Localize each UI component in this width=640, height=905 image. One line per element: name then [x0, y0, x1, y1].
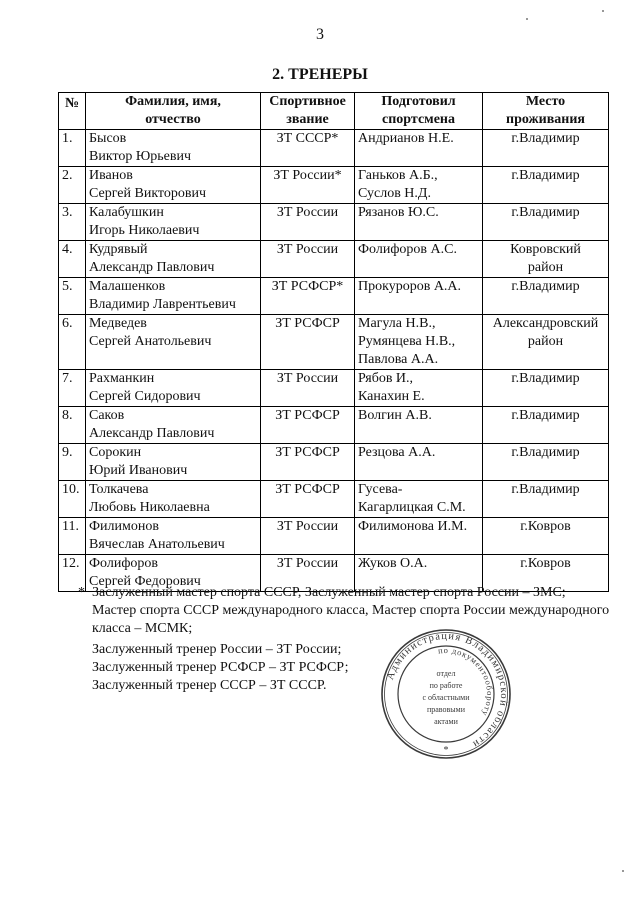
- coach-name: [86, 370, 261, 407]
- stamp-seal: [380, 628, 512, 760]
- coach-rank: ЗТ РСФСР: [261, 481, 355, 518]
- coach-residence: [483, 370, 609, 407]
- coach-rank: ЗТ России: [261, 555, 355, 592]
- coach-surname: Рахманкин: [89, 371, 155, 386]
- athlete-name: Андрианов Н.Е.: [358, 131, 454, 146]
- coach-name: [86, 278, 261, 315]
- coach-athletes: [355, 444, 483, 481]
- coach-rank: ЗТ РСФСР: [261, 315, 355, 370]
- coach-rank: ЗТ РСФСР: [261, 407, 355, 444]
- coach-surname: Калабушкин: [89, 205, 164, 220]
- coach-residence: [483, 518, 609, 555]
- athlete-name: Кагарлицкая С.М.: [358, 500, 466, 515]
- athlete-name: Резцова А.А.: [358, 445, 436, 460]
- table-row: [59, 370, 609, 407]
- coach-surname: Филимонов: [89, 519, 159, 534]
- footnote-line: класса – МСМК;: [92, 621, 193, 636]
- table-row: [59, 315, 609, 370]
- coach-rank: ЗТ РСФСР*: [261, 278, 355, 315]
- coach-surname: Саков: [89, 408, 125, 423]
- footnote-line: * Заслуженный мастер спорта СССР, Заслуженный мастер спорта России – ЗМС;: [78, 585, 566, 600]
- table-row: [59, 204, 609, 241]
- coach-name: [86, 130, 261, 167]
- residence-line: г.Владимир: [511, 371, 580, 386]
- athlete-name: Фолифоров А.С.: [358, 242, 457, 257]
- section-title: 2. ТРЕНЕРЫ: [272, 66, 368, 83]
- official-stamp: [380, 628, 512, 760]
- coach-athletes: [355, 278, 483, 315]
- coach-athletes: [355, 204, 483, 241]
- coach-surname: Фолифоров: [89, 556, 159, 571]
- coach-athletes: [355, 315, 483, 370]
- coach-given-name: Александр Павлович: [89, 260, 215, 275]
- coach-residence: [483, 130, 609, 167]
- page-number: 3: [316, 26, 324, 43]
- coach-rank: ЗТ России*: [261, 167, 355, 204]
- residence-line: Александровский: [492, 316, 599, 331]
- coach-given-name: Игорь Николаевич: [89, 223, 200, 238]
- coach-residence: [483, 241, 609, 278]
- coach-residence: [483, 315, 609, 370]
- row-number: 8.: [59, 407, 86, 444]
- row-number: 6.: [59, 315, 86, 370]
- athlete-name: Магула Н.В.,: [358, 316, 436, 331]
- coach-name: [86, 407, 261, 444]
- scan-speck: [602, 10, 604, 12]
- table-row: [59, 278, 609, 315]
- scan-speck: [526, 18, 528, 20]
- header-athletes: Подготовил спортсмена: [355, 93, 483, 130]
- coach-rank: ЗТ РСФСР: [261, 444, 355, 481]
- athlete-name: Гусева-: [358, 482, 403, 497]
- header-num: №: [59, 93, 86, 130]
- header-rank: Спортивное звание: [261, 93, 355, 130]
- coach-residence: [483, 204, 609, 241]
- row-number: 4.: [59, 241, 86, 278]
- athlete-name: Рязанов Ю.С.: [358, 205, 439, 220]
- coach-residence: [483, 407, 609, 444]
- table-header-row: [59, 93, 609, 130]
- coach-name: [86, 444, 261, 481]
- coach-name: [86, 315, 261, 370]
- coach-given-name: Виктор Юрьевич: [89, 149, 192, 164]
- coach-given-name: Любовь Николаевна: [89, 500, 210, 515]
- table-row: [59, 130, 609, 167]
- footnote: [80, 584, 620, 695]
- coach-surname: Сорокин: [89, 445, 142, 460]
- athlete-name: Павлова А.А.: [358, 352, 439, 367]
- coach-rank: ЗТ России: [261, 241, 355, 278]
- coach-athletes: [355, 407, 483, 444]
- coach-rank: ЗТ СССР*: [261, 130, 355, 167]
- footnote-line: Мастер спорта СССР международного класса, Мастер спорта России международного: [92, 603, 610, 618]
- stamp-center-line: правовыми: [426, 705, 466, 714]
- stamp-center-line: по работе: [429, 681, 463, 690]
- coach-surname: Малашенков: [89, 279, 166, 294]
- table-body: [59, 130, 609, 592]
- footnote-asterisk: *: [78, 585, 85, 600]
- coach-given-name: Александр Павлович: [89, 426, 215, 441]
- residence-line: г.Владимир: [511, 279, 580, 294]
- coach-name: [86, 481, 261, 518]
- row-number: 10.: [59, 481, 86, 518]
- coach-rank: ЗТ России: [261, 204, 355, 241]
- coach-surname: Толкачева: [89, 482, 149, 497]
- residence-line: г.Владимир: [511, 131, 580, 146]
- residence-line: г.Владимир: [511, 168, 580, 183]
- coach-athletes: [355, 241, 483, 278]
- stamp-center-line: с областными: [422, 693, 470, 702]
- coach-residence: [483, 167, 609, 204]
- footnote-line: Заслуженный тренер СССР – ЗТ СССР.: [92, 678, 327, 693]
- residence-line: район: [527, 334, 564, 349]
- coach-surname: Медведев: [89, 316, 147, 331]
- residence-line: Ковровский: [510, 242, 581, 257]
- athlete-name: Прокуроров А.А.: [358, 279, 462, 294]
- footnote-line: Заслуженный тренер России – ЗТ России;: [92, 642, 342, 657]
- coach-athletes: [355, 130, 483, 167]
- coach-given-name: Сергей Сидорович: [89, 389, 201, 404]
- coach-athletes: [355, 481, 483, 518]
- coach-rank: ЗТ России: [261, 370, 355, 407]
- coach-residence: [483, 444, 609, 481]
- athlete-name: Суслов Н.Д.: [358, 186, 431, 201]
- coach-athletes: [355, 370, 483, 407]
- coach-given-name: Вячеслав Анатольевич: [89, 537, 225, 552]
- row-number: 2.: [59, 167, 86, 204]
- coach-surname: Кудрявый: [89, 242, 148, 257]
- athlete-name: Канахин Е.: [358, 389, 425, 404]
- coach-name: [86, 241, 261, 278]
- header-name: Фамилия, имя, отчество: [86, 93, 261, 130]
- row-number: 7.: [59, 370, 86, 407]
- table-row: [59, 407, 609, 444]
- coach-residence: [483, 278, 609, 315]
- stamp-inner-text: по документообороту: [437, 644, 496, 719]
- row-number: 9.: [59, 444, 86, 481]
- row-number: 1.: [59, 130, 86, 167]
- coach-given-name: Сергей Анатольевич: [89, 334, 212, 349]
- row-number: 12.: [59, 555, 86, 592]
- athlete-name: Ганьков А.Б.,: [358, 168, 438, 183]
- athlete-name: Жуков О.А.: [358, 556, 428, 571]
- coach-given-name: Владимир Лаврентьевич: [89, 297, 236, 312]
- residence-line: г.Владимир: [511, 408, 580, 423]
- scan-speck: [622, 870, 624, 872]
- athlete-name: Волгин А.В.: [358, 408, 432, 423]
- residence-line: г.Владимир: [511, 445, 580, 460]
- table-row: [59, 481, 609, 518]
- coach-given-name: Сергей Викторович: [89, 186, 207, 201]
- header-place: Место проживания: [483, 93, 609, 130]
- table-row: [59, 241, 609, 278]
- coach-name: [86, 167, 261, 204]
- table-row: [59, 444, 609, 481]
- coach-surname: Бысов: [89, 131, 127, 146]
- coach-athletes: [355, 518, 483, 555]
- stamp-star: *: [443, 745, 449, 756]
- residence-line: г.Ковров: [520, 519, 571, 534]
- row-number: 11.: [59, 518, 86, 555]
- row-number: 5.: [59, 278, 86, 315]
- table-row: [59, 167, 609, 204]
- coach-name: [86, 518, 261, 555]
- athlete-name: Рябов И.,: [358, 371, 414, 386]
- footnote-line: Заслуженный тренер РСФСР – ЗТ РСФСР;: [92, 660, 349, 675]
- coach-given-name: Сергей Федорович: [89, 574, 201, 589]
- athlete-name: Румянцева Н.В.,: [358, 334, 456, 349]
- row-number: 3.: [59, 204, 86, 241]
- coach-given-name: Юрий Иванович: [89, 463, 188, 478]
- residence-line: район: [527, 260, 564, 275]
- coach-name: [86, 204, 261, 241]
- athlete-name: Филимонова И.М.: [358, 519, 468, 534]
- coach-residence: [483, 481, 609, 518]
- residence-line: г.Ковров: [520, 556, 571, 571]
- stamp-center-line: отдел: [436, 669, 456, 678]
- stamp-outer-text: Администрация Владимирской области: [384, 630, 510, 750]
- coach-surname: Иванов: [89, 168, 133, 183]
- residence-line: г.Владимир: [511, 482, 580, 497]
- residence-line: г.Владимир: [511, 205, 580, 220]
- stamp-center-line: актами: [434, 717, 458, 726]
- coach-rank: ЗТ России: [261, 518, 355, 555]
- table-row: [59, 518, 609, 555]
- coaches-table: [58, 92, 609, 592]
- coach-athletes: [355, 167, 483, 204]
